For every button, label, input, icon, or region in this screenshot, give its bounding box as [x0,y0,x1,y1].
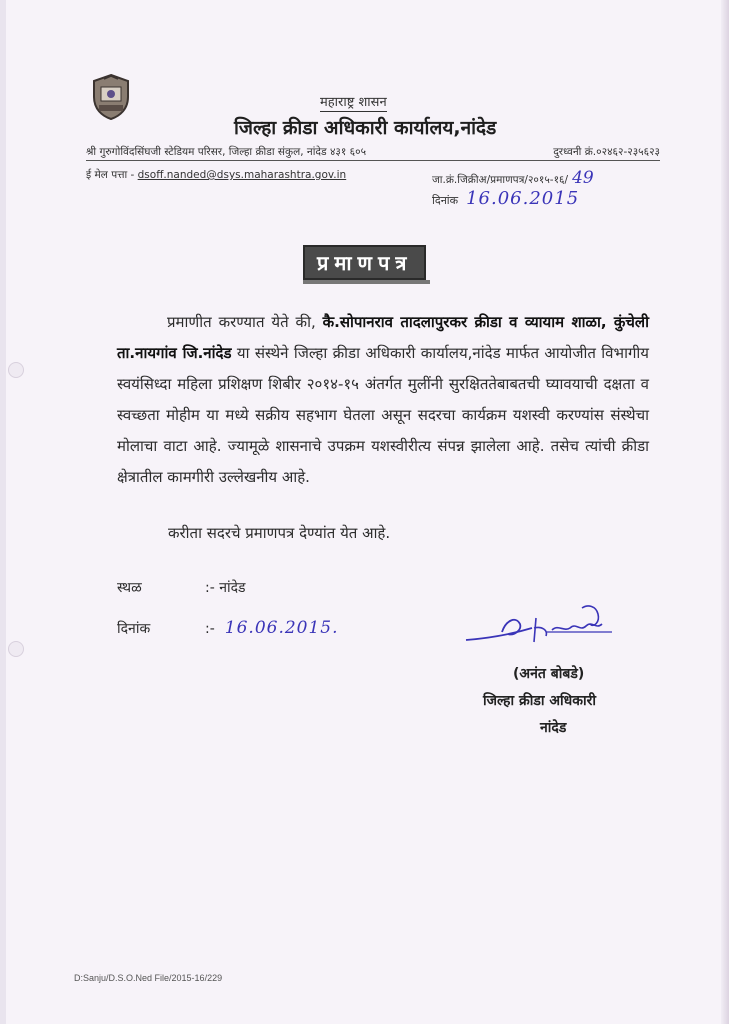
email-link[interactable]: dsoff.nanded@dsys.maharashtra.gov.in [137,169,347,181]
certificate-closing: करीता सदरचे प्रमाणपत्र देण्यांत येत आहे. [168,524,391,542]
office-address: श्री गुरुगोविंदसिंघजी स्टेडियम परिसर, जिल्हा क्रीडा संकुल, नांदेड ४३१ ६०५ [86,146,367,158]
email-label: ई मेल पत्ता - [86,169,135,181]
header-date [432,188,579,209]
office-name: जिल्हा क्रीडा अधिकारी कार्यालय,नांदेड [234,117,497,139]
place-value: :- नांदेड [205,580,246,596]
signatory-city: नांदेड [540,720,567,736]
reference-printed: जा.क्रं.जिक्रीअ/प्रमाणपत्र/२०१५-१६/ [432,174,569,186]
institution-name: कै.सोपानराव तादलापुरकर क्रीडा व व्यायाम शाळा, कुंचेली ता.नायगांव जि.नांदेड [117,313,649,362]
signature-icon [462,598,622,658]
header-date-label: दिनांक [432,194,459,207]
date-field [117,618,339,638]
reference-number [432,168,594,188]
email-row [86,168,346,182]
header-date-handwritten: 16.06.2015 [466,188,580,209]
government-emblem-icon [90,73,132,121]
certificate-title: प्रमाणपत्र [303,245,426,280]
government-name: महाराष्ट्र शासन [320,92,387,112]
address-line [86,145,660,161]
place-field [117,578,246,597]
place-label: स्थळ [117,580,142,596]
signatory-title: जिल्हा क्रीडा अधिकारी [483,693,597,709]
date-handwritten: 16.06.2015. [224,618,339,638]
page-edge [721,0,729,1024]
body-rest: या संस्थेने जिल्हा क्रीडा अधिकारी कार्यालय,नांदेड मार्फत आयोजीत विभागीय स्वयंसिध्दा महिला प्रशिक्षण शिबीर २०१४-१५ अंतर्गत मुलींनी सुरक्षिततेबाबतची घ्यावयाची दक्षता व स्वच्छता मोहीम या मध्ये सक्रीय सहभाग घेतला असून सदरचा कार्यक्रम यशस्वी करण्यांस संस्थेचा मोलाचा वाटा आहे. ज्यामूळे शासनाचे उपक्रम यशस्वीरीत्य संपन्न झालेला आहे. तसेच त्यांची क्रीडा क्षेत्रातील कामगीरी उल्लेखनीय आहे. [117,344,649,486]
file-reference: D:Sanju/D.S.O.Ned File/2015-16/229 [74,973,223,983]
office-phone: दुरध्वनी क्रं.०२४६२-२३५६२३ [553,146,660,158]
signatory-name: (अनंत बोबडे) [513,666,585,682]
date-label: दिनांक [117,621,151,637]
date-prefix: :- [205,621,215,637]
punch-hole-bottom [8,641,24,657]
reference-handwritten: 49 [572,168,594,188]
certificate-body [117,307,649,493]
punch-hole-top [8,362,24,378]
body-intro: प्रमाणीत करण्यात येते की, [167,313,323,331]
